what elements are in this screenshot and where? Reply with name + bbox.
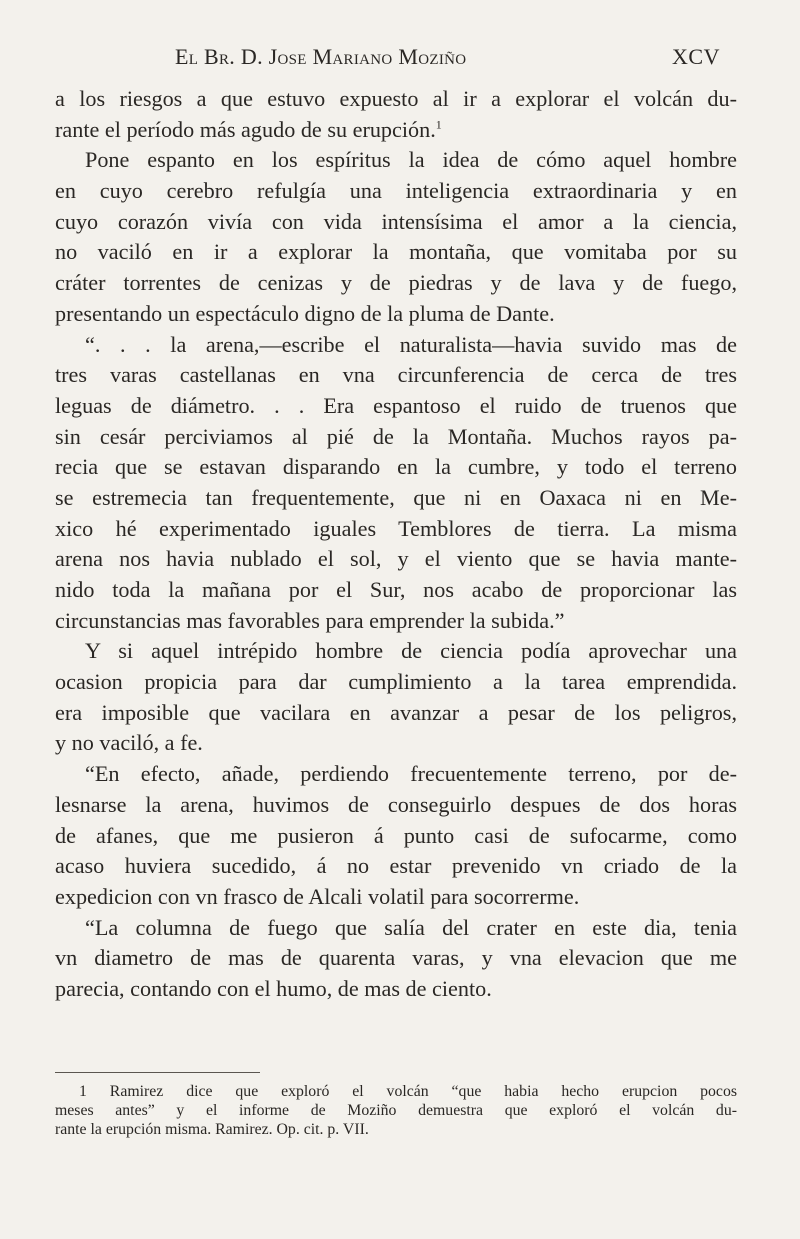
text-line: nido toda la mañana por el Sur, nos acabo de proporcionar las bbox=[55, 577, 737, 602]
text-line: ocasion propicia para dar cumplimiento a la tarea emprendida. bbox=[55, 669, 737, 695]
text-line: “La columna de fuego que salía del crater en este dia, tenia bbox=[85, 914, 737, 940]
text-line: leguas de diámetro. . . Era espantoso el ruido de truenos que bbox=[55, 392, 737, 418]
text-line: arena nos havia nublado el sol, y el viento que se havia mante- bbox=[55, 546, 737, 572]
text-line: no vaciló en ir a explorar la montaña, que vomitaba por su bbox=[55, 239, 737, 265]
text-line: circunstancias mas favorables para emprender la subida.” bbox=[55, 607, 565, 633]
text-line: parecia, contando con el humo, de mas de ciento. bbox=[55, 975, 492, 1001]
text-line: de afanes, que me pusieron á punto casi de sufocarme, como bbox=[55, 822, 737, 848]
text-line: tres varas castellanas en vna circunferencia de cerca de tres bbox=[55, 362, 737, 388]
text-line: cráter torrentes de cenizas y de piedras y de lava y de fuego, bbox=[55, 270, 737, 296]
text-line-content: rante el período más agudo de su erupción. bbox=[55, 116, 436, 142]
text-line: cuyo corazón vivía con vida intensísima el amor a la ciencia, bbox=[55, 208, 737, 234]
text-line: “En efecto, añade, perdiendo frecuentemente terreno, por de- bbox=[85, 761, 737, 787]
footnote-reference: 1 bbox=[435, 117, 442, 132]
text-line: recia que se estavan disparando en la cumbre, y todo el terreno bbox=[55, 454, 737, 480]
text-line: Pone espanto en los espíritus la idea de cómo aquel hombre bbox=[85, 147, 737, 173]
text-line: se estremecia tan frequentemente, que ni en Oaxaca ni en Me- bbox=[55, 484, 737, 510]
text-line: Y si aquel intrépido hombre de ciencia podía aprovechar una bbox=[85, 638, 737, 664]
text-line: lesnarse la arena, huvimos de conseguirlo despues de dos horas bbox=[55, 791, 737, 817]
page-number: XCV bbox=[672, 44, 720, 69]
text-line: xico hé experimentado iguales Temblores de tierra. La misma bbox=[55, 515, 737, 541]
footnote-line: meses antes” y el informe de Moziño demuestra que exploró el volcán du- bbox=[55, 1102, 737, 1119]
body-text bbox=[55, 84, 737, 1005]
footnote bbox=[55, 1082, 737, 1139]
running-title: El Br. D. Jose Mariano Moziño bbox=[175, 44, 467, 69]
text-line: presentando un espectáculo digno de la pluma de Dante. bbox=[55, 300, 555, 326]
text-line: expedicion con vn frasco de Alcali volatil para socorrerme. bbox=[55, 883, 580, 909]
text-line: sin cesár perciviamos al pié de la Montaña. Muchos rayos pa- bbox=[55, 423, 737, 449]
running-header bbox=[175, 44, 720, 74]
text-line: y no vaciló, a fe. bbox=[55, 730, 203, 756]
text-line: era imposible que vacilara en avanzar a pesar de los peligros, bbox=[55, 699, 737, 725]
text-line: acaso huviera sucedido, á no estar prevenido vn criado de la bbox=[55, 853, 737, 879]
footnote-line: 1 Ramirez dice que exploró el volcán “que habia hecho erupcion pocos bbox=[79, 1083, 737, 1100]
footnote-line: rante la erupción misma. Ramirez. Op. cit. p. VII. bbox=[55, 1121, 369, 1138]
text-line: vn diametro de mas de quarenta varas, y vna elevacion que me bbox=[55, 945, 737, 971]
text-line: en cuyo cerebro refulgía una inteligencia extraordinaria y en bbox=[55, 178, 737, 204]
text-line: “. . . la arena,—escribe el naturalista—havia suvido mas de bbox=[85, 331, 737, 357]
text-line: a los riesgos a que estuvo expuesto al ir a explorar el volcán du- bbox=[55, 86, 737, 111]
text-line bbox=[55, 115, 737, 146]
footnote-divider bbox=[55, 1072, 260, 1073]
